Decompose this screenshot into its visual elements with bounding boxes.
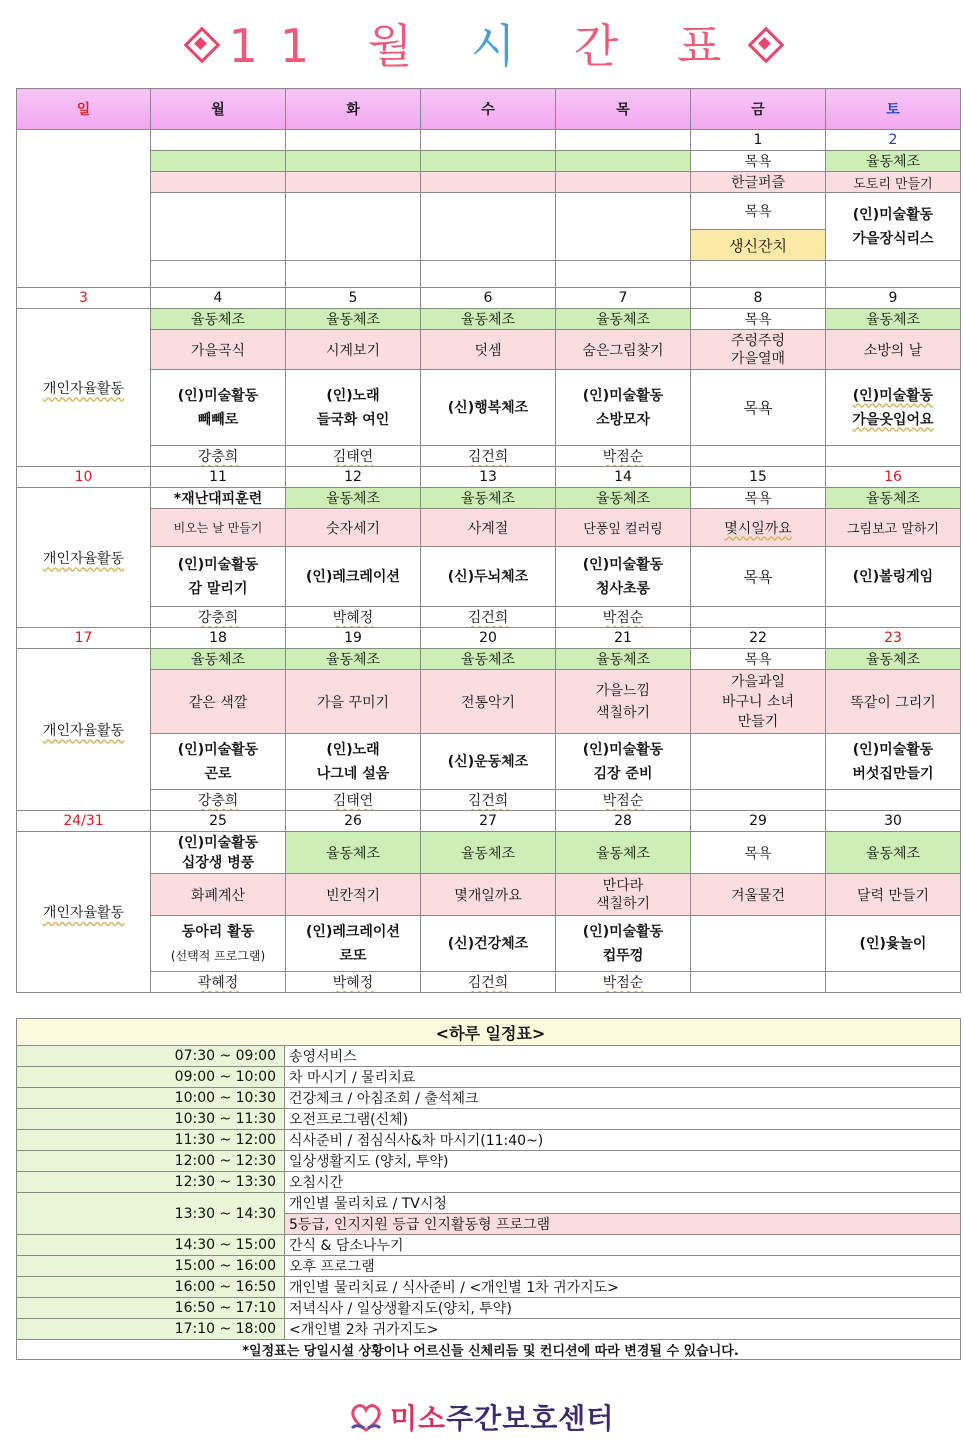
logo-text-a: 미소 bbox=[390, 1402, 447, 1435]
day-header-sun: 일 bbox=[17, 89, 151, 130]
program-cell: (인)윷놀이 bbox=[826, 916, 961, 972]
day-number: 3 bbox=[17, 288, 151, 309]
exercise-cell: 율동체조 bbox=[826, 309, 961, 330]
schedule-row: 12:00 ~ 12:30 일상생활지도 (양치, 투약) bbox=[17, 1151, 961, 1172]
program-cell: (인)미술활동 김장 준비 bbox=[556, 734, 691, 790]
day-number: 22 bbox=[691, 628, 826, 649]
schedule-row: 13:30 ~ 14:30 개인별 물리치료 / TV시청 bbox=[17, 1193, 961, 1214]
page-title bbox=[0, 8, 964, 78]
activity-cell: 빈칸적기 bbox=[286, 874, 421, 916]
program-cell: (신)운동체조 bbox=[421, 734, 556, 790]
day-number: 4 bbox=[151, 288, 286, 309]
teacher-cell: 김건희 bbox=[421, 972, 556, 993]
day-number: 27 bbox=[421, 811, 556, 832]
day-number: 9 bbox=[826, 288, 961, 309]
exercise-cell: 율동체조 bbox=[826, 832, 961, 874]
evacuation-drill-cell: *재난대피훈련 bbox=[151, 488, 286, 509]
schedule-row: 07:30 ~ 09:00 송영서비스 bbox=[17, 1046, 961, 1067]
activity-cell: 같은 색깔 bbox=[151, 670, 286, 734]
teacher-cell: 강충희 bbox=[151, 446, 286, 467]
exercise-cell: 율동체조 bbox=[556, 488, 691, 509]
teacher-cell: 박혜정 bbox=[286, 972, 421, 993]
program-cell: (인)노래 들국화 여인 bbox=[286, 370, 421, 446]
day-number: 28 bbox=[556, 811, 691, 832]
day-number: 13 bbox=[421, 467, 556, 488]
weekday-header-row bbox=[17, 89, 961, 130]
activity-cell: 화폐계산 bbox=[151, 874, 286, 916]
exercise-cell: 율동체조 bbox=[286, 309, 421, 330]
exercise-cell: 율동체조 bbox=[421, 832, 556, 874]
exercise-cell: 율동체조 bbox=[556, 832, 691, 874]
activity-cell: 사계절 bbox=[421, 509, 556, 547]
program-cell: (인)노래 나그네 설움 bbox=[286, 734, 421, 790]
day-number: 12 bbox=[286, 467, 421, 488]
day-number: 11 bbox=[151, 467, 286, 488]
exercise-cell: 목욕 bbox=[691, 649, 826, 670]
teacher-cell: 김건희 bbox=[421, 790, 556, 811]
day-number: 6 bbox=[421, 288, 556, 309]
teacher-cell: 김건희 bbox=[421, 607, 556, 628]
day-header-fri: 금 bbox=[691, 89, 826, 130]
activity-cell: 가을과일 바구니 소녀 만들기 bbox=[691, 670, 826, 734]
activity-cell: 만다라 색칠하기 bbox=[556, 874, 691, 916]
schedule-row: 5등급, 인지지원 등급 인지활동형 프로그램 bbox=[17, 1214, 961, 1235]
exercise-cell: 목욕 bbox=[691, 151, 826, 172]
heart-hands-icon bbox=[346, 1398, 386, 1436]
activity-cell: 달력 만들기 bbox=[826, 874, 961, 916]
exercise-cell: 율동체조 bbox=[421, 309, 556, 330]
program-cell: (인)미술활동 곤로 bbox=[151, 734, 286, 790]
teacher-cell: 곽혜정 bbox=[151, 972, 286, 993]
exercise-cell: 목욕 bbox=[691, 488, 826, 509]
activity-cell: 똑같이 그리기 bbox=[826, 670, 961, 734]
teacher-cell: 박점순 bbox=[556, 607, 691, 628]
day-header-mon: 월 bbox=[151, 89, 286, 130]
activity-cell: 겨울물건 bbox=[691, 874, 826, 916]
schedule-row: 15:00 ~ 16:00 오후 프로그램 bbox=[17, 1256, 961, 1277]
day-number: 23 bbox=[826, 628, 961, 649]
schedule-row: 16:00 ~ 16:50 개인별 물리치료 / 식사준비 / <개인별 1차 귀가지도> bbox=[17, 1277, 961, 1298]
day-number: 8 bbox=[691, 288, 826, 309]
day-number: 5 bbox=[286, 288, 421, 309]
activity-cell: 그림보고 말하기 bbox=[826, 509, 961, 547]
activity-cell: 한글퍼즐 bbox=[691, 172, 826, 193]
exercise-cell: 율동체조 bbox=[151, 649, 286, 670]
exercise-cell: 목욕 bbox=[691, 832, 826, 874]
title-word3: 간 bbox=[573, 19, 641, 73]
day-number: 25 bbox=[151, 811, 286, 832]
program-cell: (인)레크레이션 로또 bbox=[286, 916, 421, 972]
day-header-thu: 목 bbox=[556, 89, 691, 130]
activity-cell: 몇개일까요 bbox=[421, 874, 556, 916]
teacher-cell: 강충희 bbox=[151, 607, 286, 628]
exercise-cell: 율동체조 bbox=[286, 832, 421, 874]
activity-cell: 가을곡식 bbox=[151, 330, 286, 370]
week0-sun-cell bbox=[17, 130, 151, 288]
birthday-party-cell: 생신잔치 bbox=[691, 230, 826, 261]
program-cell: (인)레크레이션 bbox=[286, 547, 421, 607]
teacher-cell: 김건희 bbox=[421, 446, 556, 467]
schedule-row: 16:50 ~ 17:10 저녁식사 / 일상생활지도(양치, 투약) bbox=[17, 1298, 961, 1319]
teacher-cell: 박혜정 bbox=[286, 607, 421, 628]
activity-cell: 시계보기 bbox=[286, 330, 421, 370]
schedule-row: 10:30 ~ 11:30 오전프로그램(신체) bbox=[17, 1109, 961, 1130]
program-cell: (인)미술활동 버섯집만들기 bbox=[826, 734, 961, 790]
activity-cell: 숫자세기 bbox=[286, 509, 421, 547]
program-cell: (인)미술활동 십장생 병풍 bbox=[151, 832, 286, 874]
schedule-row: 17:10 ~ 18:00 <개인별 2차 귀가지도> bbox=[17, 1319, 961, 1340]
day-number: 7 bbox=[556, 288, 691, 309]
program-cell: (신)행복체조 bbox=[421, 370, 556, 446]
logo-text-b: 주간보호센터 bbox=[446, 1402, 615, 1435]
program-cell bbox=[691, 916, 826, 972]
exercise-cell: 율동체조 bbox=[286, 488, 421, 509]
program-cell: (인)미술활동 감 말리기 bbox=[151, 547, 286, 607]
monthly-calendar bbox=[16, 88, 961, 993]
teacher-cell: 박점순 bbox=[556, 972, 691, 993]
title-word2: 시 bbox=[470, 19, 538, 73]
day-number: 29 bbox=[691, 811, 826, 832]
program-cell: 목욕 bbox=[691, 193, 826, 230]
activity-cell: 가을 꾸미기 bbox=[286, 670, 421, 734]
day-number: 14 bbox=[556, 467, 691, 488]
exercise-cell: 율동체조 bbox=[556, 309, 691, 330]
teacher-cell: 박점순 bbox=[556, 790, 691, 811]
activity-cell: 소방의 날 bbox=[826, 330, 961, 370]
title-word1: 월 bbox=[367, 19, 435, 73]
exercise-cell: 율동체조 bbox=[421, 488, 556, 509]
exercise-cell: 율동체조 bbox=[556, 649, 691, 670]
activity-cell: 전통악기 bbox=[421, 670, 556, 734]
teacher-cell: 박점순 bbox=[556, 446, 691, 467]
program-cell: (인)미술활동 빼빼로 bbox=[151, 370, 286, 446]
exercise-cell: 율동체조 bbox=[826, 151, 961, 172]
exercise-cell: 율동체조 bbox=[286, 649, 421, 670]
diamond-icon-right bbox=[749, 28, 779, 58]
day-number: 15 bbox=[691, 467, 826, 488]
daily-schedule bbox=[16, 1018, 961, 1360]
day-header-tue: 화 bbox=[286, 89, 421, 130]
day-number: 26 bbox=[286, 811, 421, 832]
exercise-cell: 목욕 bbox=[691, 309, 826, 330]
day-number: 1 bbox=[691, 130, 826, 151]
activity-cell: 도토리 만들기 bbox=[826, 172, 961, 193]
teacher-cell: 김태연 bbox=[286, 446, 421, 467]
day-number: 18 bbox=[151, 628, 286, 649]
program-cell: (신)두뇌체조 bbox=[421, 547, 556, 607]
activity-cell: 단풍잎 컬러링 bbox=[556, 509, 691, 547]
side-label: 개인자율활동 bbox=[17, 309, 151, 467]
schedule-row: 09:00 ~ 10:00 차 마시기 / 물리치료 bbox=[17, 1067, 961, 1088]
daily-schedule-header: <하루 일정표> bbox=[17, 1019, 961, 1046]
program-cell: 동아리 활동 (선택적 프로그램) bbox=[151, 916, 286, 972]
teacher-cell: 강충희 bbox=[151, 790, 286, 811]
program-cell: (인)볼링게임 bbox=[826, 547, 961, 607]
activity-cell: 숨은그림찾기 bbox=[556, 330, 691, 370]
title-month: 11 bbox=[228, 19, 332, 73]
activity-cell: 가을느낌 색칠하기 bbox=[556, 670, 691, 734]
day-header-sat: 토 bbox=[826, 89, 961, 130]
schedule-row: 11:30 ~ 12:00 식사준비 / 점심식사&차 마시기(11:40~) bbox=[17, 1130, 961, 1151]
exercise-cell: 율동체조 bbox=[826, 649, 961, 670]
activity-cell: 몇시일까요 bbox=[691, 509, 826, 547]
activity-cell: 비오는 날 만들기 bbox=[151, 509, 286, 547]
diamond-icon-left bbox=[185, 28, 215, 58]
program-cell: (인)미술활동 가을옷입어요 bbox=[826, 370, 961, 446]
title-word4: 표 bbox=[676, 19, 744, 73]
teacher-cell: 김태연 bbox=[286, 790, 421, 811]
program-cell: (인)미술활동 청사초롱 bbox=[556, 547, 691, 607]
day-number: 21 bbox=[556, 628, 691, 649]
side-label: 개인자율활동 bbox=[17, 832, 151, 993]
schedule-row: 12:30 ~ 13:30 오침시간 bbox=[17, 1172, 961, 1193]
program-cell: 목욕 bbox=[691, 370, 826, 446]
schedule-row: 10:00 ~ 10:30 건강체크 / 아침조회 / 출석체크 bbox=[17, 1088, 961, 1109]
day-number: 10 bbox=[17, 467, 151, 488]
program-cell bbox=[691, 734, 826, 790]
day-number: 30 bbox=[826, 811, 961, 832]
program-cell: (신)건강체조 bbox=[421, 916, 556, 972]
schedule-row: 14:30 ~ 15:00 간식 & 담소나누기 bbox=[17, 1235, 961, 1256]
activity-cell: 덧셈 bbox=[421, 330, 556, 370]
exercise-cell: 율동체조 bbox=[151, 309, 286, 330]
side-label: 개인자율활동 bbox=[17, 488, 151, 628]
program-cell: 목욕 bbox=[691, 547, 826, 607]
day-number: 19 bbox=[286, 628, 421, 649]
activity-cell: 주렁주렁 가을열매 bbox=[691, 330, 826, 370]
side-label: 개인자율활동 bbox=[17, 649, 151, 811]
program-cell: (인)미술활동 컵뚜껑 bbox=[556, 916, 691, 972]
exercise-cell: 율동체조 bbox=[826, 488, 961, 509]
day-number: 16 bbox=[826, 467, 961, 488]
day-header-wed: 수 bbox=[421, 89, 556, 130]
schedule-note: *일정표는 당일시설 상황이나 어르신들 신체리듬 및 컨디션에 따라 변경될 수 있습니다. bbox=[17, 1340, 961, 1360]
day-number: 2 bbox=[826, 130, 961, 151]
day-number: 24/31 bbox=[17, 811, 151, 832]
center-logo bbox=[346, 1398, 614, 1436]
day-number: 20 bbox=[421, 628, 556, 649]
program-cell: (인)미술활동 가을장식리스 bbox=[826, 193, 961, 261]
program-cell: (인)미술활동 소방모자 bbox=[556, 370, 691, 446]
exercise-cell: 율동체조 bbox=[421, 649, 556, 670]
day-number: 17 bbox=[17, 628, 151, 649]
